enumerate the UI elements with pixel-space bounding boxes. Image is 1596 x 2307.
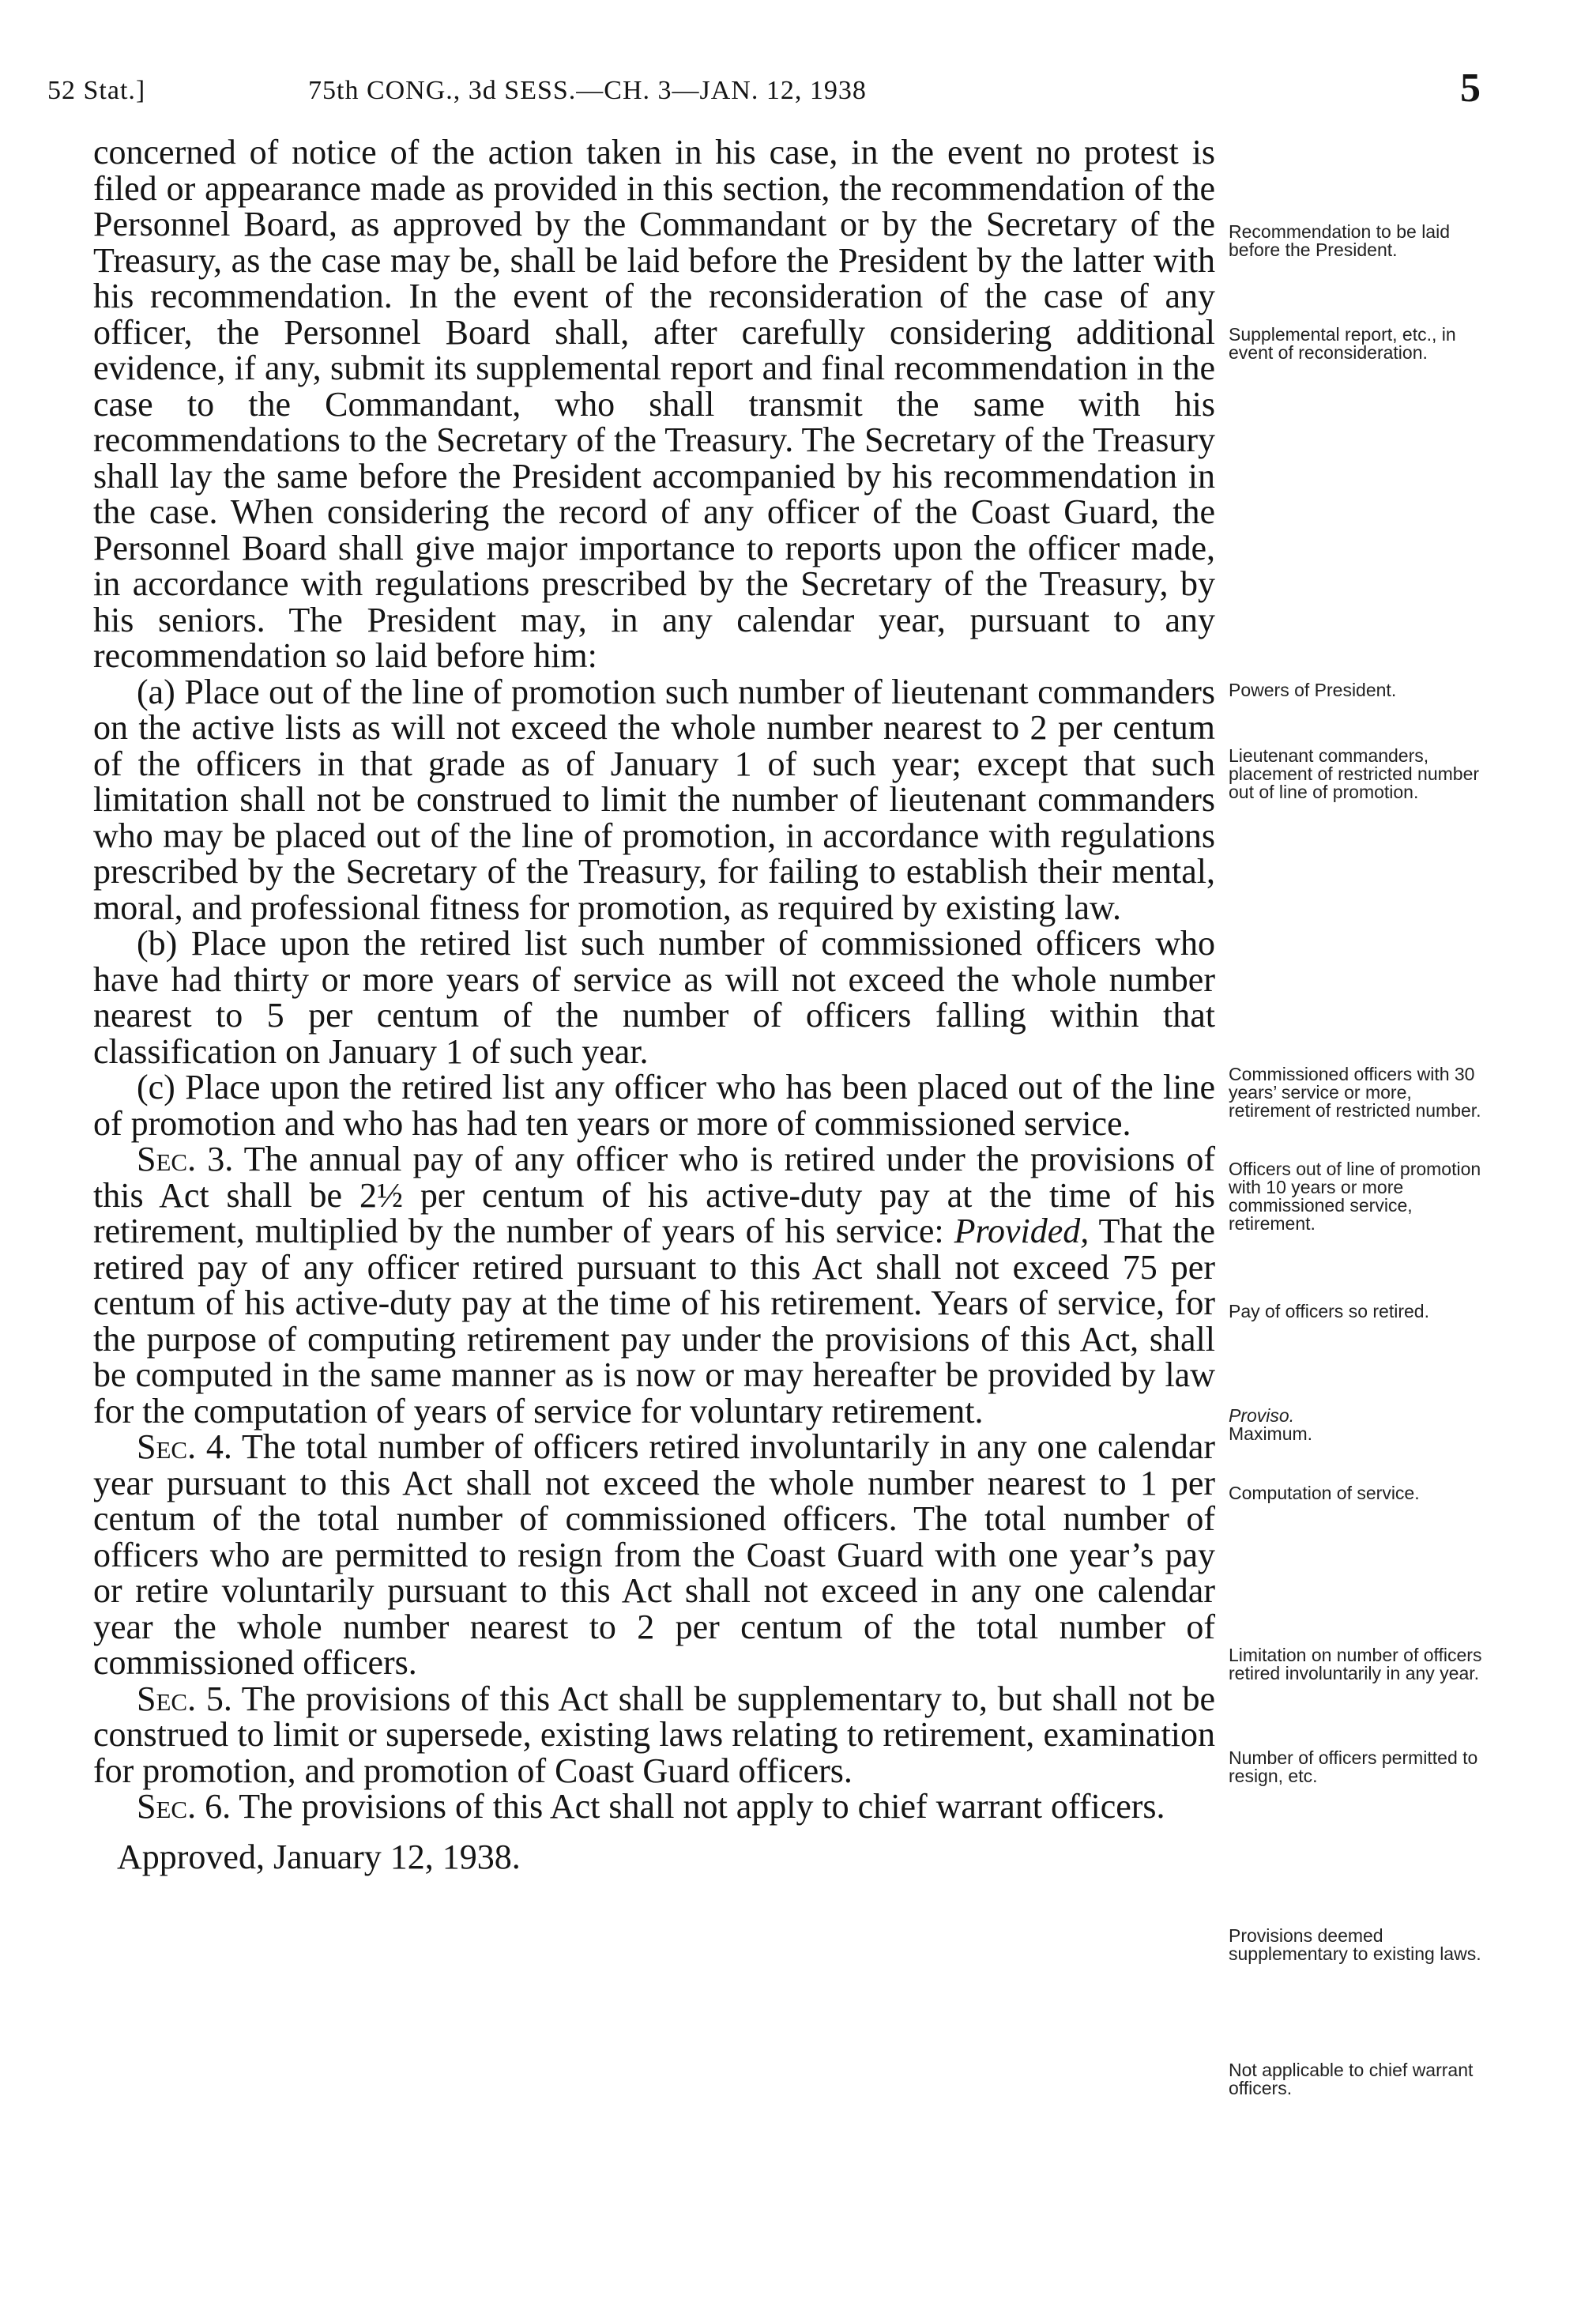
page-number: 5 [1460, 66, 1481, 111]
main-text [93, 134, 1215, 1875]
maximum-label: Maximum. [1229, 1423, 1313, 1444]
margin-note-resign: Number of officers permitted to resign, etc. [1229, 1747, 1478, 1786]
running-header [47, 66, 1481, 117]
section-3-label: Sec. 3. [137, 1140, 234, 1178]
margin-note-proviso [1229, 1407, 1489, 1443]
margin-note-lieutenant-commanders: Lieutenant commanders, placement of restricted number out of line of promotion. [1229, 745, 1480, 802]
margin-note-30-years-service: Commissioned officers with 30 years’ service or more, retirement of restricted number. [1229, 1064, 1481, 1121]
section-6-text: The provisions of this Act shall not apply to chief warrant officers. [231, 1787, 1165, 1826]
statute-reference: 52 Stat.] [47, 76, 146, 105]
section-6-label: Sec. 6. [137, 1787, 231, 1826]
section-3-text-a: The annual pay of any officer who is retired under the provisions of this Act shall be 2½ per centum of his active-duty pay at the time of his retirement, multiplied by the number of years of his service: [93, 1140, 1215, 1250]
paragraph-continuation: concerned of notice of the action taken in his case, in the event no protest is filed or appearance made as provided in this section, the recommendation of the Personnel Board, as approved by the Commandant or by the Secretary of the Treasury, as the case may be, shall be laid before the President by the latter with his recommendation. In the event of the reconsideration of the case of any officer, the Personnel Board shall, after carefully considering additional evidence, if any, submit its supplemental report and final recommendation in the case to the Commandant, who shall transmit the same with his recommendations to the Secretary of the Treasury. The Secretary of the Treasury shall lay the same before the President accompanied by his recommendation in the case. When considering the record of any officer of the Coast Guard, the Personnel Board shall give major importance to reports upon the officer made, in accordance with regulations prescribed by the Secretary of the Treasury, by his seniors. The President may, in any calendar year, pursuant to any recommendation so laid before him: [93, 133, 1215, 675]
section-4-text: The total number of officers retired involuntarily in any one calendar year pursuant to this Act shall not exceed the whole number nearest to 1 per centum of the total number of commissioned officers. The total number of officers who are permitted to resign from the Coast Guard with one year’s pay or retire voluntarily pursuant to this Act shall not exceed in any one calendar year the whole number nearest to 2 per centum of the total number of commissioned officers. [93, 1427, 1215, 1682]
section-5 [93, 1681, 1215, 1789]
section-3 [93, 1141, 1215, 1429]
proviso-label: Proviso. [1229, 1405, 1295, 1426]
section-5-label: Sec. 5. [137, 1679, 232, 1718]
margin-note-powers-of-president: Powers of President. [1229, 680, 1397, 700]
clause-c: (c) Place upon the retired list any officer who has been placed out of the line of promotion and who has had ten years or more of commissioned service. [93, 1068, 1215, 1143]
clause-a: (a) Place out of the line of promotion such number of lieutenant commanders on the active lists as will not exceed the whole number nearest to 2 per centum of the officers in that grade as of January 1 of such year; except that such limitation shall not be construed to limit the number of lieutenant commanders who may be placed out of the line of promotion, in accordance with regulations prescribed by the Secretary of the Treasury, for failing to establish their mental, moral, and professional fitness for promotion, as required by existing law. [93, 672, 1215, 927]
section-4-label: Sec. 4. [137, 1427, 232, 1466]
section-3-text-b: That the retired pay of any officer retired pursuant to this Act shall not exceed 75 per centum of his active-duty pay at the time of his retirement. Years of service, for the purpose of computing retirement pay under the provisions of this Act, shall be computed in the same manner as is now or may hereafter be provided by law for the computation of years of service for voluntary retirement. [93, 1212, 1215, 1431]
proviso-word: Provided, [954, 1212, 1090, 1250]
approval-line: Approved, January 12, 1938. [117, 1837, 521, 1876]
section-6 [93, 1789, 1215, 1825]
margin-note-computation: Computation of service. [1229, 1483, 1420, 1503]
margin-note-recommendation: Recommendation to be laid before the President. [1229, 221, 1450, 260]
clause-b: (b) Place upon the retired list such number of commissioned officers who have had thirty or more years of service as will not exceed the whole number nearest to 5 per centum of the number of officers falling within that classification on January 1 of such year. [93, 924, 1215, 1071]
margin-note-limitation: Limitation on number of officers retired involuntarily in any year. [1229, 1645, 1482, 1683]
margin-note-supplementary: Provisions deemed supplementary to existing laws. [1229, 1925, 1481, 1964]
margin-note-supplemental-report: Supplemental report, etc., in event of reconsideration. [1229, 324, 1456, 363]
margin-note-pay-retired: Pay of officers so retired. [1229, 1301, 1429, 1321]
session-line: 75th CONG., 3d SESS.—CH. 3—JAN. 12, 1938 [308, 76, 867, 105]
margin-note-chief-warrant: Not applicable to chief warrant officers. [1229, 2060, 1474, 2098]
section-5-text: The provisions of this Act shall be supplementary to, but shall not be construed to limit or supersede, existing laws relating to retirement, examination for promotion, and promotion of Coast Guard officers. [93, 1679, 1215, 1790]
section-4 [93, 1429, 1215, 1681]
margin-note-10-years-service: Officers out of line of promotion with 10 years or more commissioned service, retirement. [1229, 1159, 1481, 1234]
